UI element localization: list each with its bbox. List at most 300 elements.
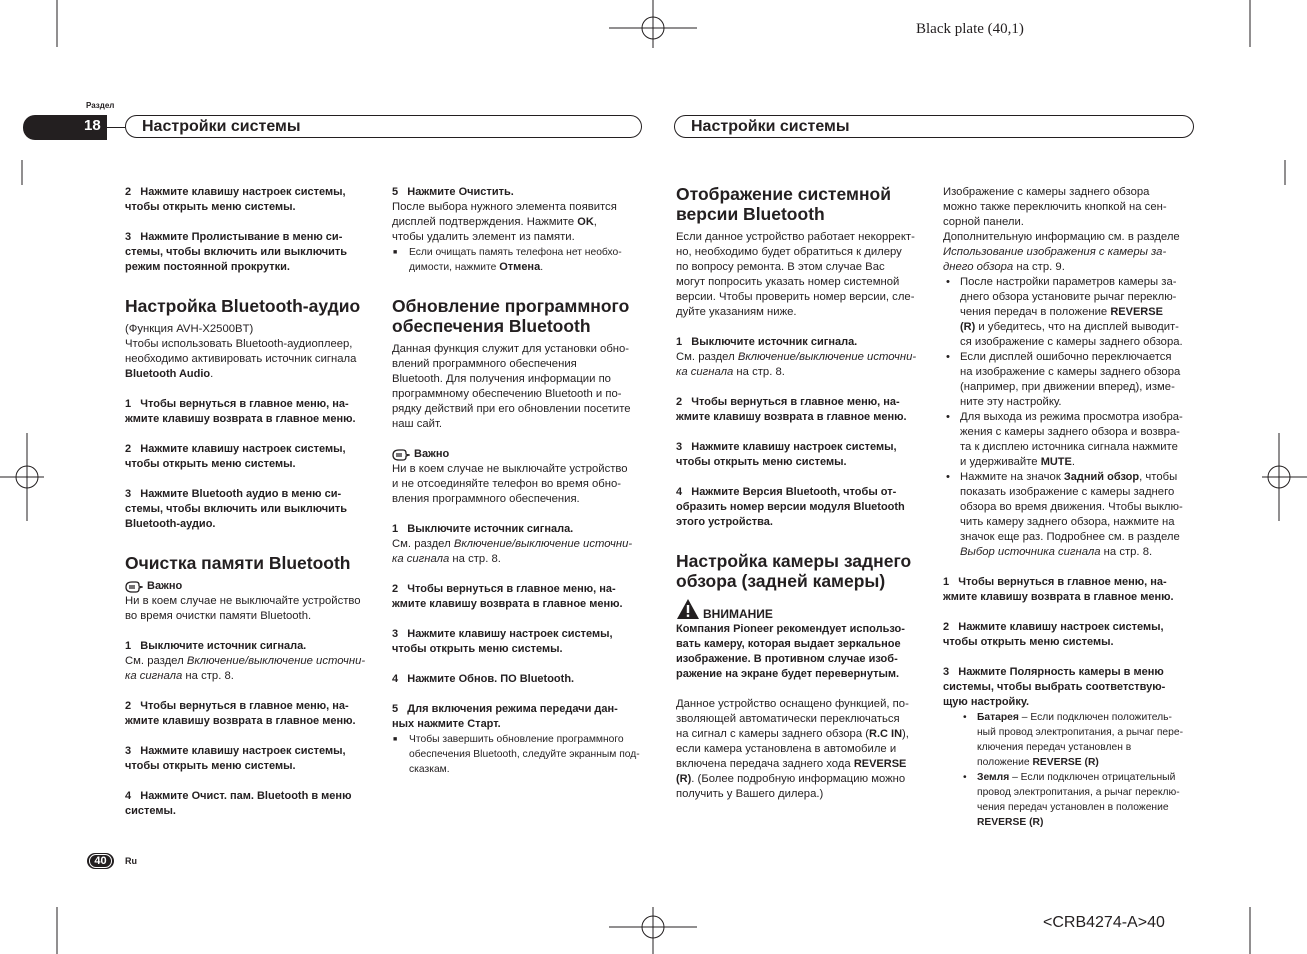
text-line [676, 204, 938, 224]
text-line [392, 296, 654, 316]
text: и удерживайте [960, 456, 1041, 468]
text-line [943, 500, 1205, 515]
text: сорной панели. [943, 216, 1024, 228]
italic-reference: Включение/выключение источни- [453, 538, 633, 550]
text-line [943, 755, 1205, 770]
paragraph [125, 789, 387, 819]
text-line [676, 500, 938, 515]
paragraph [392, 185, 654, 245]
text-line [943, 335, 1205, 350]
registration-mark-top [609, 0, 697, 48]
text-line [943, 545, 1205, 560]
bold-text: режим постоянной прокрутки. [125, 261, 290, 273]
paragraph [125, 442, 387, 472]
paragraph [125, 699, 387, 729]
paragraph [676, 395, 938, 425]
text-line [125, 397, 387, 412]
text-line [676, 607, 938, 622]
spacer [676, 425, 938, 440]
text: ся изображение с камеры заднего обзора. [960, 336, 1183, 348]
text-line [392, 357, 654, 372]
page-number: 40 [87, 853, 114, 869]
text-line [676, 727, 938, 742]
text: Настройка Bluetooth-аудио [125, 296, 361, 316]
registration-mark-right [1262, 433, 1307, 521]
text-line [392, 387, 654, 402]
text-line [676, 184, 938, 204]
text: версии. Чтобы проверить номер версии, сле- [676, 291, 915, 303]
paragraph [125, 744, 387, 774]
text-line [392, 747, 654, 762]
bold-text: стемы, чтобы включить или выключить [125, 503, 348, 515]
bullet-icon: • [946, 351, 950, 363]
text: днего обзора установите рычаг переклю- [960, 291, 1177, 303]
text-line [943, 380, 1205, 395]
bold-text: чтобы открыть меню системы. [125, 760, 296, 772]
paragraph [125, 322, 387, 382]
bold-text: REVERSE [1110, 306, 1163, 318]
bold-text: системы, чтобы выбрать соответствую- [943, 681, 1166, 693]
spacer [125, 729, 387, 744]
text-line [125, 759, 387, 774]
text-line [676, 395, 938, 410]
spacer [943, 650, 1205, 665]
text: димости, нажмите [409, 262, 500, 273]
text: обеспечения Bluetooth [392, 316, 591, 336]
text: (Функция AVH-X2500BT) [125, 323, 254, 335]
spacer [125, 624, 387, 639]
paragraph [392, 342, 654, 432]
italic-reference: Включение/выключение источни- [186, 655, 366, 667]
text: рядку действий при его обновлении посетите [392, 403, 631, 415]
registration-mark-left [0, 433, 44, 521]
text: необходимо активировать источник сигнала [125, 353, 357, 365]
text-line [676, 637, 938, 652]
bold-text: 1 Выключите источник сигнала. [392, 523, 574, 535]
text: , [593, 216, 597, 228]
spacer [125, 427, 387, 442]
text-line [392, 462, 654, 477]
text-line [943, 785, 1205, 800]
text: чения передач установлен в положение [977, 802, 1169, 813]
text: на стр. 8. [449, 553, 501, 565]
column-1 [125, 185, 387, 819]
text-line [392, 627, 654, 642]
bold-text: 3 Нажмите клавишу настроек системы, [392, 628, 613, 640]
text-line [125, 245, 387, 260]
text: Bluetooth. Для получения информации по [392, 373, 611, 385]
text: на стр. 8. [1100, 546, 1153, 558]
bullet-item [943, 470, 1205, 560]
spacer [676, 470, 938, 485]
text-line [943, 350, 1205, 365]
text: Ни в коем случае не выключайте устройство [392, 463, 628, 475]
spacer [392, 567, 654, 582]
text: провод электропитания, а рычаг переклю- [977, 787, 1180, 798]
text-line [676, 667, 938, 682]
text-line [125, 457, 387, 472]
text-line [392, 537, 654, 552]
italic-reference: ка сигнала [392, 553, 450, 565]
text: . [1071, 456, 1075, 468]
text-line [676, 757, 938, 772]
paragraph [676, 622, 938, 682]
text-line [125, 714, 387, 729]
text-line [943, 665, 1205, 680]
text: , чтобы [1139, 471, 1178, 483]
text: та к дисплею источника сигнала нажмите [960, 441, 1178, 453]
section-heading [676, 184, 938, 224]
square-bullet-icon: ■ [393, 249, 398, 256]
text: ный провод электропитания, а рычаг пере- [977, 727, 1184, 738]
text-line [125, 487, 387, 502]
text-line [943, 635, 1205, 650]
text: . [540, 262, 544, 273]
section-heading [125, 296, 387, 316]
text-line [125, 699, 387, 714]
bold-text: 2 Нажмите клавишу настроек системы, [943, 621, 1164, 633]
text-line [125, 367, 387, 382]
sub-bullet-item [943, 710, 1205, 770]
text-line [392, 447, 654, 462]
text-line [943, 620, 1205, 635]
text-line [943, 395, 1205, 410]
text: Для выхода из режима просмотра изобра- [960, 411, 1183, 423]
text-line [392, 215, 654, 230]
left-section-title: Настройки системы [142, 118, 301, 135]
text: ните эту настройку. [960, 396, 1062, 408]
text: обзора во время движения. Чтобы выклю- [960, 501, 1183, 513]
text: по вопросу ремонта. В этом случае Вас [676, 261, 885, 273]
paragraph [392, 522, 654, 567]
text-line [392, 717, 654, 732]
text: После настройки параметров камеры за- [960, 276, 1177, 288]
text: наш сайт. [392, 418, 443, 430]
text: Отображение системной [676, 184, 891, 204]
text-line [943, 215, 1205, 230]
text-line [676, 290, 938, 305]
text-line [943, 290, 1205, 305]
spacer [392, 507, 654, 522]
text-line [125, 185, 387, 200]
bold-text: 1 Чтобы вернуться в главное меню, на- [125, 398, 349, 410]
spacer [125, 774, 387, 789]
important-hand-icon [125, 581, 143, 593]
warning-label [676, 607, 938, 622]
note [392, 732, 654, 777]
text: обзора (задней камеры) [676, 571, 886, 591]
italic-reference: ка сигнала [676, 366, 734, 378]
bold-text: жмите клавишу возврата в главное меню. [125, 715, 356, 727]
bold-text: жмите клавишу возврата в главное меню. [125, 413, 356, 425]
bold-text: ражение на экране будет перевернутым. [676, 668, 900, 680]
text-line [676, 455, 938, 470]
text-line [943, 440, 1205, 455]
text-line [943, 260, 1205, 275]
text: . (Более подробную информацию можно [691, 773, 906, 785]
text-line [943, 185, 1205, 200]
text-line [392, 230, 654, 245]
text-line [943, 725, 1205, 740]
text-line [125, 789, 387, 804]
text-line [943, 770, 1205, 785]
bold-text: 1 Выключите источник сигнала. [676, 336, 858, 348]
bold-text: изображение. В противном случае изоб- [676, 653, 898, 665]
text: версии Bluetooth [676, 204, 825, 224]
section-heading [676, 551, 938, 591]
text: показать изображение с камеры заднего [960, 486, 1175, 498]
bold-text: Bluetooth Audio [125, 368, 211, 380]
document-code: <CRB4274-A>40 [1043, 914, 1165, 931]
spacer [392, 612, 654, 627]
text-line [943, 815, 1205, 830]
text-line [676, 260, 938, 275]
text-line [943, 245, 1205, 260]
warning-triangle-icon [676, 598, 700, 620]
text: но, необходимо будет обратиться к дилеру [676, 246, 902, 258]
text: обеспечения Bluetooth, следуйте экранным под- [409, 749, 640, 760]
italic-reference: днего обзора [943, 261, 1014, 273]
text-line [676, 622, 938, 637]
paragraph [125, 397, 387, 427]
text-line [392, 185, 654, 200]
text: влений программного обеспечения [392, 358, 577, 370]
bold-text: чтобы открыть меню системы. [943, 636, 1114, 648]
section-heading [392, 296, 654, 336]
bold-text: чтобы открыть меню системы. [125, 201, 296, 213]
text-line [676, 571, 938, 591]
text-line [392, 672, 654, 687]
text-line [125, 200, 387, 215]
text-line [392, 477, 654, 492]
right-section-header [674, 115, 1194, 138]
bold-text: 3 Нажмите клавишу настроек системы, [125, 745, 346, 757]
text: . [210, 368, 214, 380]
text-line [943, 575, 1205, 590]
text-line [676, 245, 938, 260]
bold-text: 4 Нажмите Обнов. ПО Bluetooth. [392, 673, 575, 685]
right-section-title: Настройки системы [691, 118, 850, 135]
bold-text: OK [577, 216, 594, 228]
text-line [676, 350, 938, 365]
bold-text: 2 Нажмите клавишу настроек системы, [125, 443, 346, 455]
text: Нажмите на значок [960, 471, 1064, 483]
paragraph [392, 672, 654, 687]
text-line [125, 337, 387, 352]
text: на стр. 9. [1013, 261, 1065, 273]
text-line [943, 695, 1205, 710]
text: если камера установлена в автомобиле и [676, 743, 897, 755]
paragraph [943, 665, 1205, 710]
text: дисплей подтверждения. Нажмите [392, 216, 578, 228]
bold-text: 2 Чтобы вернуться в главное меню, на- [392, 583, 616, 595]
spacer [676, 380, 938, 395]
paragraph [392, 627, 654, 657]
text-line [676, 335, 938, 350]
paragraph [676, 440, 938, 470]
text: Если дисплей ошибочно переключается [960, 351, 1172, 363]
text-line [943, 275, 1205, 290]
bold-text: системы. [125, 805, 176, 817]
text: на изображение с камеры заднего обзора [960, 366, 1181, 378]
text-line [676, 515, 938, 530]
text: См. раздел [392, 538, 454, 550]
bold-text: 3 Нажмите Полярность камеры в меню [943, 666, 1164, 678]
text-line [125, 322, 387, 337]
italic-reference: ка сигнала [125, 670, 183, 682]
column-2 [392, 185, 654, 777]
text-line [125, 352, 387, 367]
paragraph [943, 575, 1205, 605]
bold-text: 4 Нажмите Очист. пам. Bluetooth в меню [125, 790, 352, 802]
bold-text: этого устройства. [676, 516, 773, 528]
text: включена передача заднего хода [676, 758, 854, 770]
spacer [125, 382, 387, 397]
left-section-header [125, 115, 642, 138]
bold-text: стемы, чтобы включить или выключить [125, 246, 348, 258]
text-line [392, 402, 654, 417]
text-line [125, 669, 387, 684]
text-line [125, 296, 387, 316]
text: ), [902, 728, 909, 740]
spacer [392, 657, 654, 672]
text-line [392, 417, 654, 432]
bold-text: Отмена [499, 261, 541, 273]
text-line [676, 712, 938, 727]
paragraph [676, 230, 938, 320]
note [392, 245, 654, 275]
text: См. раздел [676, 351, 738, 363]
text-line [943, 365, 1205, 380]
paragraph [943, 620, 1205, 650]
bold-text: REVERSE (R) [1032, 757, 1099, 768]
text: Дополнительную информацию см. в разделе [943, 231, 1180, 243]
text-line [943, 740, 1205, 755]
text-line [943, 710, 1205, 725]
text-line [676, 652, 938, 667]
text: на стр. 8. [733, 366, 785, 378]
text: сказкам. [409, 764, 450, 775]
text-line [943, 515, 1205, 530]
text-line [392, 732, 654, 747]
text-line [943, 320, 1205, 335]
spacer [125, 215, 387, 230]
bold-text: 5 Нажмите Очистить. [392, 186, 514, 198]
bold-text: 1 Выключите источник сигнала. [125, 640, 307, 652]
bold-text: жмите клавишу возврата в главное меню. [676, 411, 907, 423]
bullet-item [943, 410, 1205, 470]
text-line [125, 609, 387, 624]
bold-text: образить номер версии модуля Bluetooth [676, 501, 905, 513]
text-line [676, 440, 938, 455]
language-label: Ru [125, 856, 137, 866]
text: могут попросить указать номер системной [676, 276, 900, 288]
text: Изображение с камеры заднего обзора [943, 186, 1150, 198]
bold-text: ных нажмите Старт. [392, 718, 501, 730]
text: на стр. 8. [182, 670, 234, 682]
paragraph [125, 594, 387, 624]
paragraph [676, 485, 938, 530]
text-line [125, 442, 387, 457]
bold-text: Батарея [977, 712, 1019, 723]
bold-text: чтобы открыть меню системы. [392, 643, 563, 655]
column-4 [943, 185, 1205, 830]
text: значок еще раз. Подробнее см. в разделе [960, 531, 1180, 543]
text: положение [977, 757, 1033, 768]
text-line [943, 800, 1205, 815]
paragraph [125, 230, 387, 275]
text-line [392, 552, 654, 567]
bold-text: (R) [676, 773, 692, 785]
registration-mark-bottom [609, 907, 697, 954]
text: ВНИМАНИЕ [703, 607, 773, 621]
important-hand-icon [392, 449, 410, 461]
text-line [392, 342, 654, 357]
text-line [392, 372, 654, 387]
bold-text: Bluetooth-аудио. [125, 518, 216, 530]
text: чить камеру заднего обзора, нажмите на [960, 516, 1175, 528]
spacer [125, 472, 387, 487]
text-line [676, 275, 938, 290]
paragraph [943, 185, 1205, 275]
bold-text: Компания Pioneer рекомендует использо- [676, 623, 905, 635]
bold-text: Задний обзор [1063, 471, 1140, 483]
text: См. раздел [125, 655, 187, 667]
paragraph [125, 487, 387, 532]
bullet-icon: • [946, 276, 950, 288]
paragraph [125, 185, 387, 215]
paragraph [392, 462, 654, 507]
text-line [676, 742, 938, 757]
bold-text: REVERSE [853, 758, 907, 770]
spacer [676, 682, 938, 697]
text-line [125, 230, 387, 245]
text: Важно [147, 580, 183, 592]
text: (например, при движении вперед), изме- [960, 381, 1175, 393]
text: Ни в коем случае не выключайте устройство [125, 595, 361, 607]
text-line [676, 365, 938, 380]
text: чения передач в положение [960, 306, 1111, 318]
text-line [125, 639, 387, 654]
paragraph [392, 702, 654, 732]
paragraph [676, 335, 938, 380]
text-line [943, 530, 1205, 545]
important-label [125, 579, 387, 594]
text: Если данное устройство работает некоррект- [676, 231, 915, 243]
text-line [392, 582, 654, 597]
text-line [392, 316, 654, 336]
bold-text: чтобы открыть меню системы. [676, 456, 847, 468]
bold-text: 1 Чтобы вернуться в главное меню, на- [943, 576, 1167, 588]
column-3 [676, 185, 938, 802]
text: и не отсоединяйте телефон во время обно- [392, 478, 622, 490]
text: Данная функция служит для установки обно- [392, 343, 630, 355]
text-line [943, 590, 1205, 605]
bullet-item [943, 275, 1205, 350]
text: Важно [414, 448, 450, 460]
bold-text: жмите клавишу возврата в главное меню. [392, 598, 623, 610]
bullet-icon: • [946, 471, 950, 483]
bold-text: 2 Чтобы вернуться в главное меню, на- [676, 396, 900, 408]
bold-text: щую настройку. [943, 696, 1030, 708]
text-line [943, 230, 1205, 245]
text-line [392, 597, 654, 612]
text-line [125, 502, 387, 517]
bold-text: 2 Чтобы вернуться в главное меню, на- [125, 700, 349, 712]
text: чтобы удалить элемент из памяти. [392, 231, 575, 243]
text-line [943, 305, 1205, 320]
text-line [392, 260, 654, 275]
